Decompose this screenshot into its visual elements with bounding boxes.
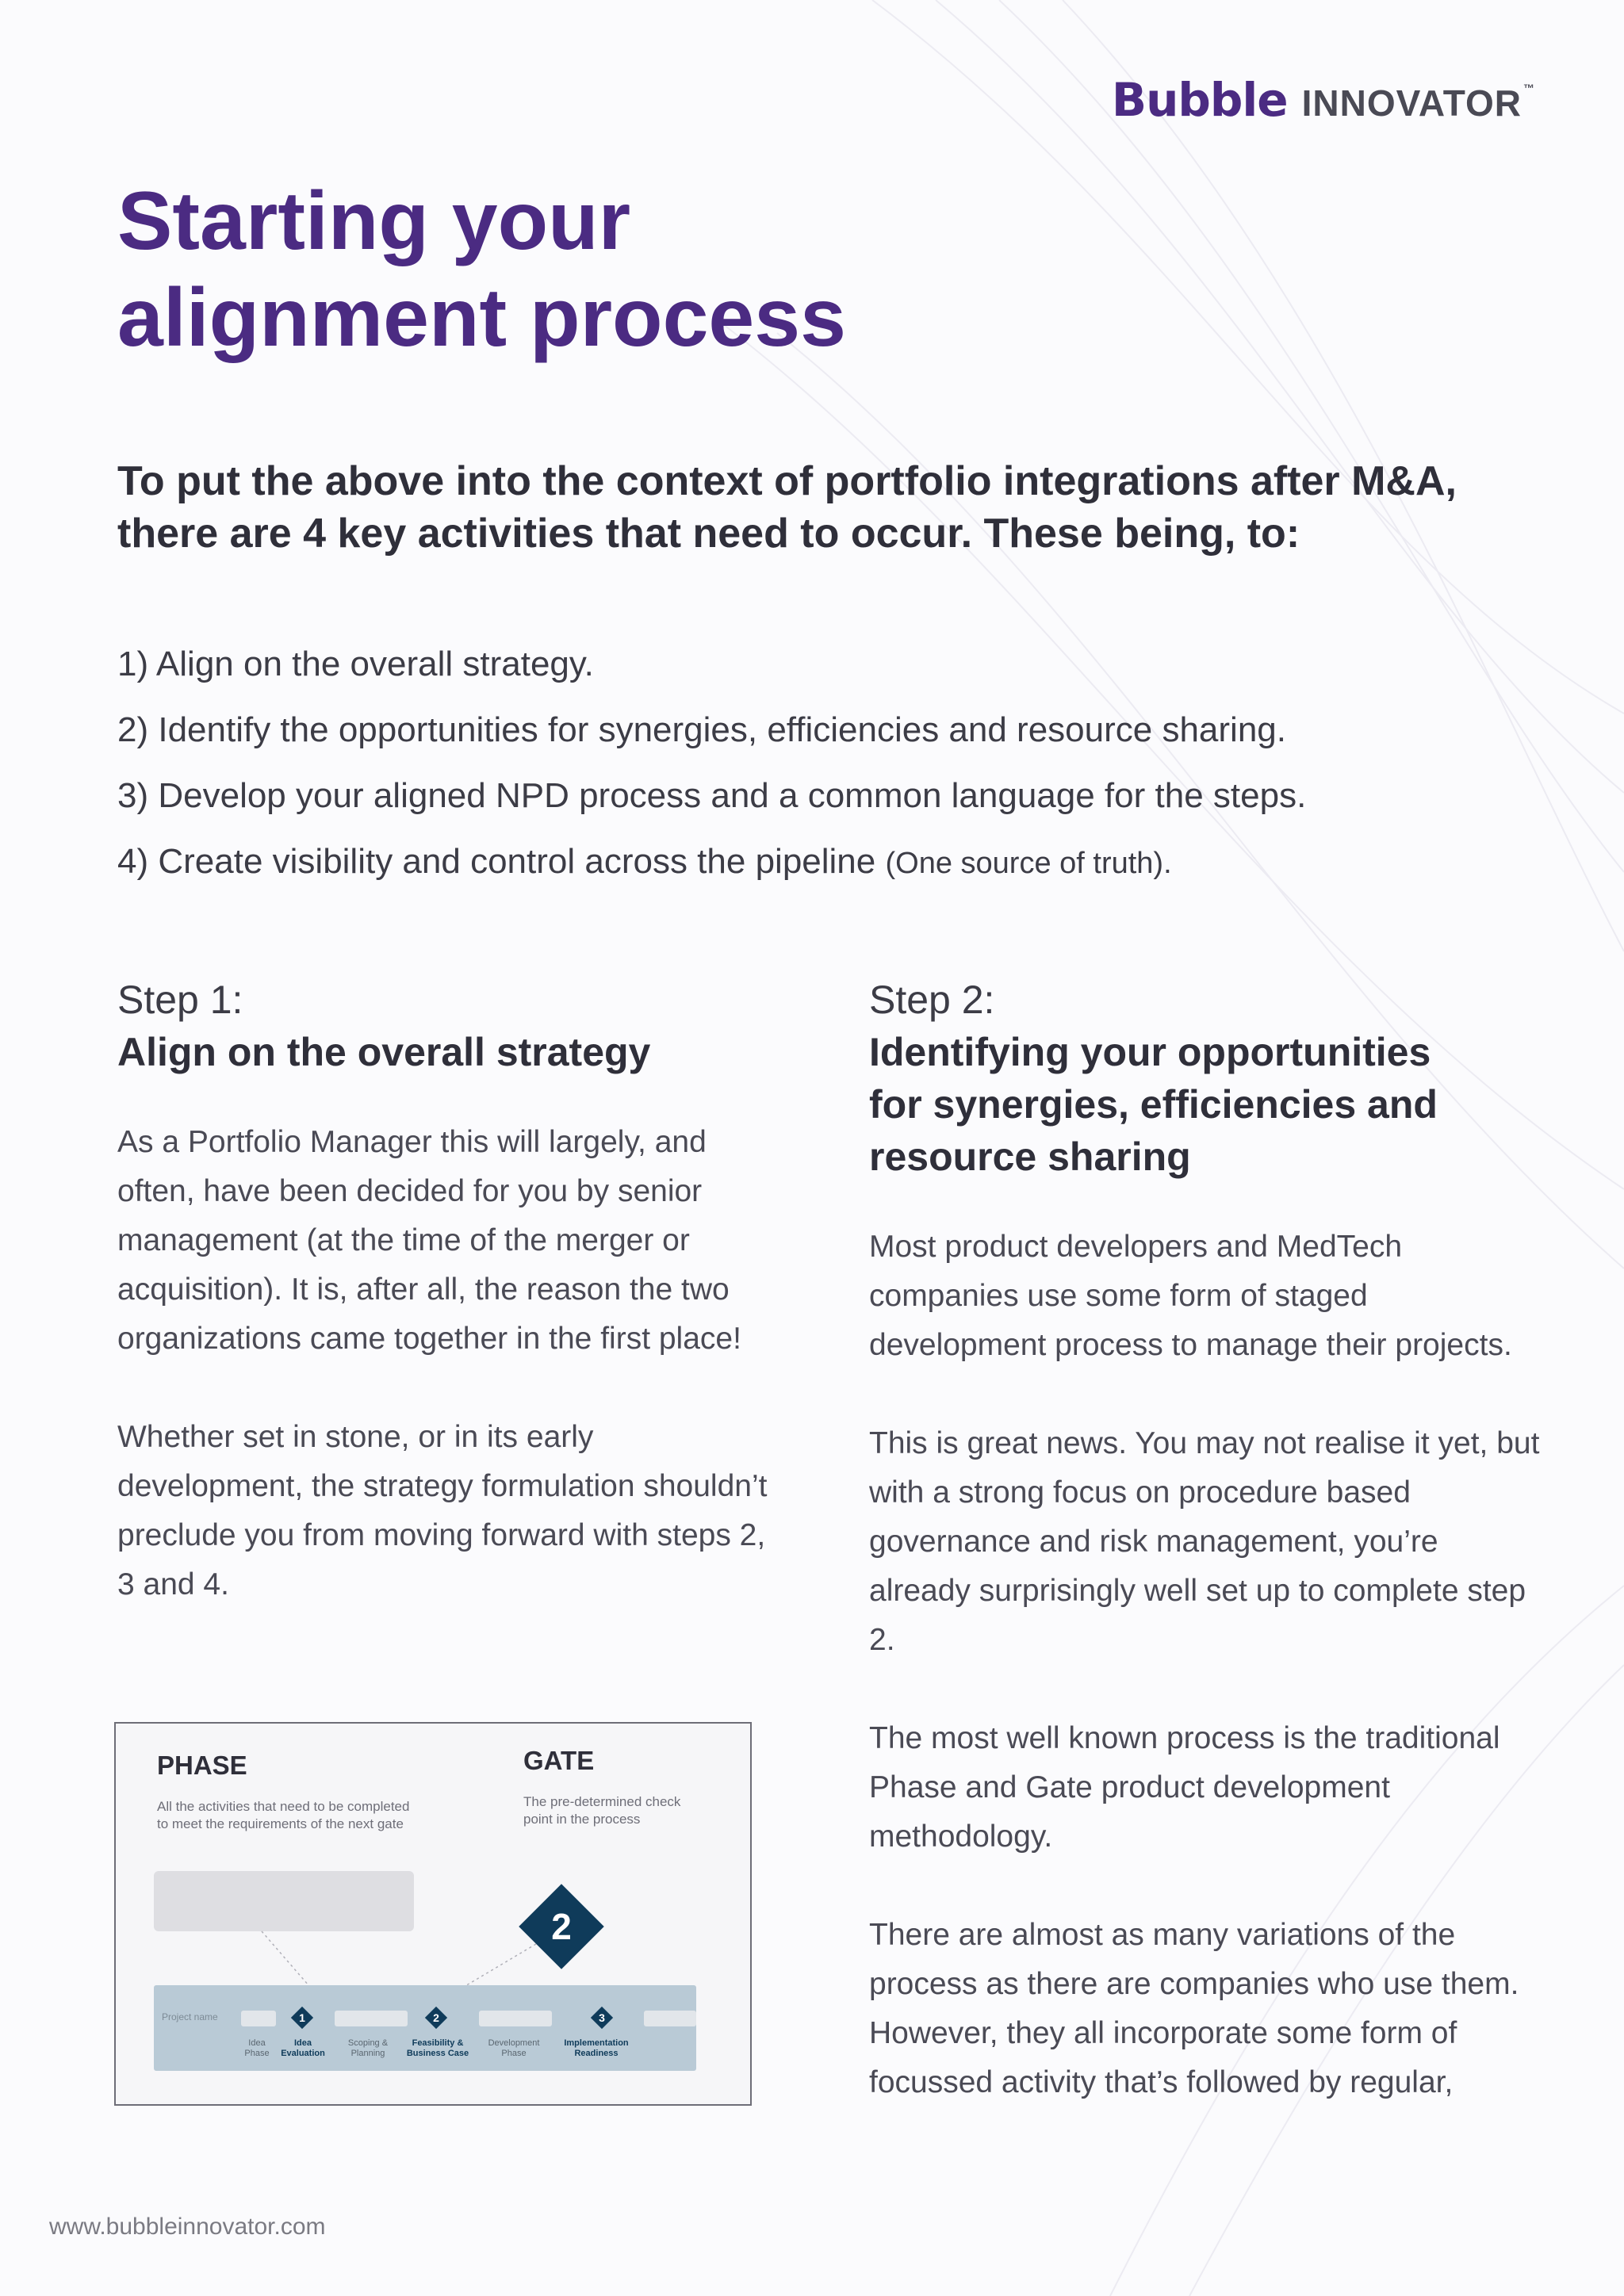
brand-logo — [1112, 73, 1535, 127]
stage-label: Scoping & — [347, 2038, 389, 2048]
stage-label: Readiness — [574, 2049, 619, 2058]
activity-item — [117, 763, 1529, 828]
phase-placeholder-box — [154, 1871, 414, 1931]
lead-paragraph: To put the above into the context of portfolio integrations after M&A, there are 4 key activities that need to occur. These being, to: — [117, 458, 1457, 557]
page-title-line1: Starting your — [117, 175, 631, 267]
activity-list — [117, 631, 1529, 897]
logo-innovator-text: INNOVATOR — [1301, 82, 1522, 124]
step2-section — [869, 974, 1543, 2107]
stage-label: Feasibility & — [412, 2038, 464, 2048]
stage-slot — [241, 2011, 276, 2026]
page-title — [117, 173, 990, 366]
activity-text: 1) Align on the overall strategy. — [117, 645, 594, 683]
diagram-graphic — [116, 1724, 750, 2104]
step2-paragraph: This is great news. You may not realise it yet, but with a strong focus on procedure based governance and risk management, you’re already surprisingly well set up to complete step 2. — [869, 1426, 1540, 1657]
activity-item — [117, 697, 1529, 763]
stage-label: Business Case — [406, 2049, 469, 2058]
stage-label: Phase — [244, 2049, 270, 2058]
step1-title: Align on the overall strategy — [117, 1030, 651, 1074]
page-title-line2: alignment process — [117, 272, 846, 364]
footer-url: www.bubbleinnovator.com — [49, 2214, 326, 2240]
logo-trademark: ™ — [1523, 82, 1535, 94]
gate-heading: GATE — [523, 1746, 595, 1775]
step2-paragraph: The most well known process is the traditional Phase and Gate product development methodology. — [869, 1721, 1500, 1854]
phase-gate-diagram — [114, 1722, 752, 2106]
stage-label: Idea — [248, 2038, 266, 2048]
step2-paragraph: Most product developers and MedTech companies use some form of staged development process to manage their projects. — [869, 1230, 1512, 1362]
stage-label: Planning — [350, 2049, 385, 2058]
stage-label: Implementation — [564, 2038, 629, 2048]
step1-section — [117, 974, 783, 1609]
step2-title: Identifying your opportunities for synergies, efficiencies and resource sharing — [869, 1030, 1438, 1179]
gate-description: The pre-determined check point in the process — [523, 1794, 681, 1827]
phase-connector-line — [262, 1931, 314, 1992]
step1-label: Step 1: — [117, 978, 243, 1022]
phase-description: All the activities that need to be completed to meet the requirements of the next gate — [157, 1799, 410, 1831]
gate-marker-number: 3 — [599, 2011, 605, 2024]
activity-text: 4) Create visibility and control across the pipeline — [117, 842, 886, 881]
logo-wordmark-innovator — [1302, 82, 1535, 124]
stage-label: Idea — [293, 2038, 312, 2048]
gate-marker-number: 1 — [299, 2011, 305, 2024]
stage-label: Evaluation — [281, 2049, 325, 2058]
stage-label: Phase — [501, 2049, 527, 2058]
gate-marker-number: 2 — [433, 2011, 439, 2024]
stage-slot — [335, 2011, 408, 2026]
activity-text: 3) Develop your aligned NPD process and a common language for the steps. — [117, 776, 1307, 815]
logo-wordmark-bubble: Bubble — [1111, 73, 1288, 127]
stage-slot — [479, 2011, 552, 2026]
gate-diamond-number: 2 — [551, 1906, 572, 1947]
activity-text: 2) Identify the opportunities for synergies, efficiencies and resource sharing. — [117, 710, 1286, 749]
step1-paragraph: As a Portfolio Manager this will largely, and often, have been decided for you by senior management (at the time of the merger or acquisition). It is, after all, the reason the two organizations came together in the first place! — [117, 1125, 741, 1356]
activity-note: (One source of truth). — [885, 847, 1172, 880]
step1-paragraph: Whether set in stone, or in its early development, the strategy formulation shouldn’t preclude you from moving forward with steps 2, 3 and 4. — [117, 1420, 768, 1601]
step2-label: Step 2: — [869, 978, 995, 1022]
stage-label: Development — [488, 2038, 540, 2048]
phase-heading: PHASE — [157, 1751, 247, 1780]
step2-paragraph: There are almost as many variations of the process as there are companies who use them. However, they all incorporate some form of focussed activity that’s followed by regular, — [869, 1918, 1519, 2099]
activity-item — [117, 631, 1529, 697]
project-bar-label: Project name — [162, 2011, 218, 2022]
activity-item — [117, 828, 1529, 897]
stage-slot — [644, 2011, 696, 2026]
